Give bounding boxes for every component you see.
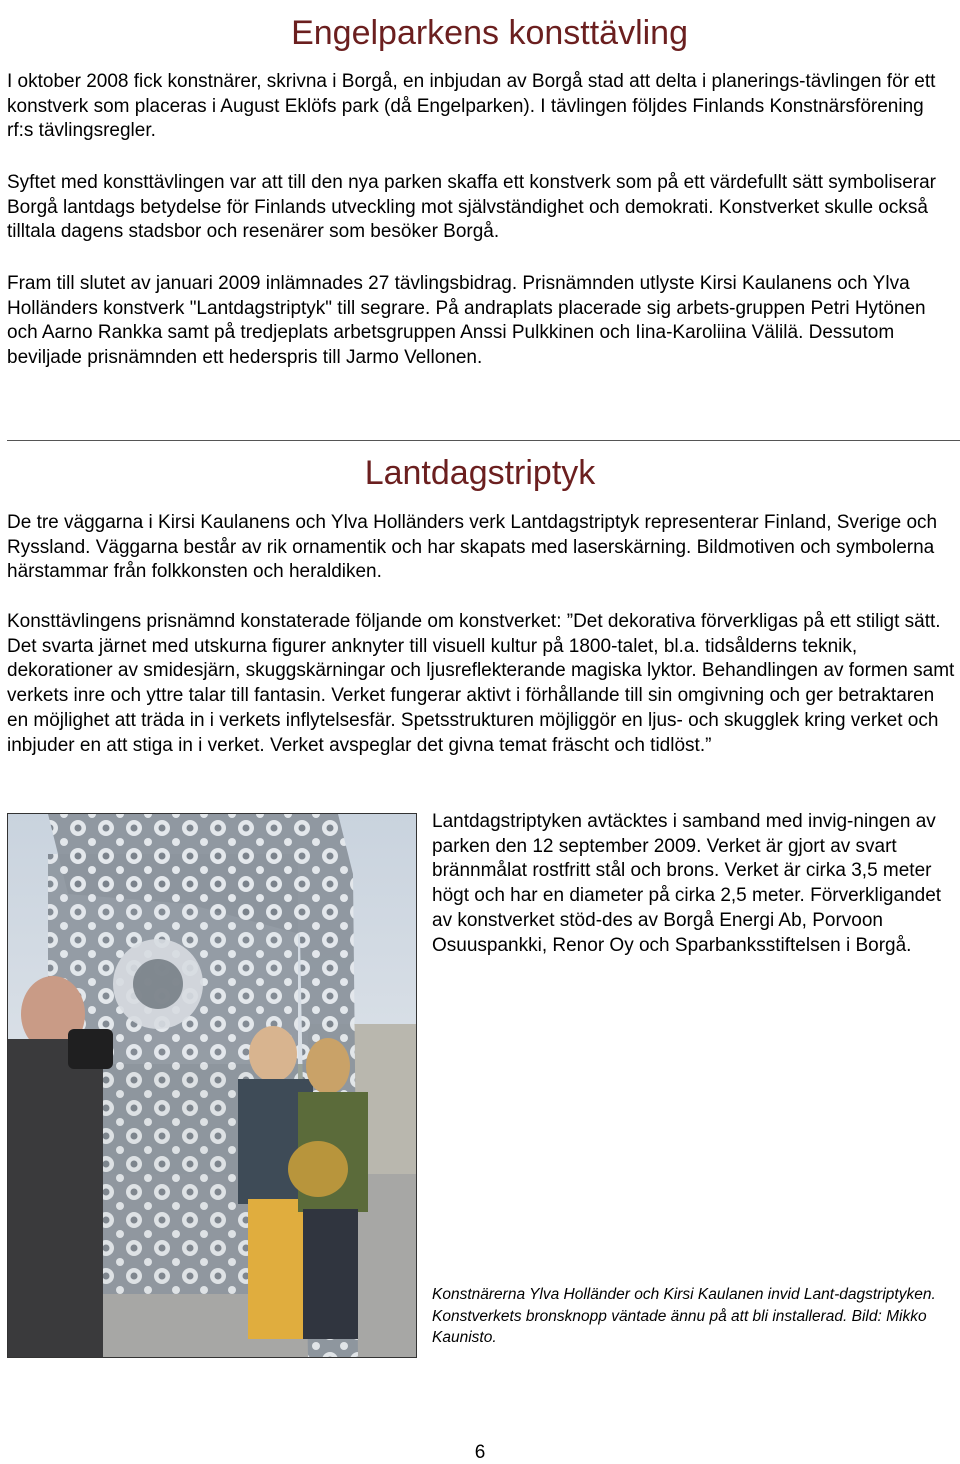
- purpose-paragraph: Syftet med konsttävlingen var att till den nya parken skaffa ett konstverk som på ett värdefullt sätt symboliserar Borgå lantdags betydelse för Finlands utveckling mot självständighet och demokrati. Konstverket skulle också tilltala dagens stadsbor och resenärer som besöker Borgå.: [7, 172, 936, 243]
- jury-statement-paragraph: Konsttävlingens prisnämnd konstaterade följande om konstverket: ”Det dekorativa förverkligas på ett stiligt sätt. Det svarta järnet med utskurna figurer anknyter till visuell kultur på 1800-talet, bl.a. tidsålderns teknik, dekorationer av smidesjärn, skuggskärningar och ljusreflekterande magiska lyktor. Behandlingen av formen samt verkets inre och yttre talar till fantasin. Verket fungerar aktivt i förhållande till sin omgivning och ger betraktaren en möjlighet att träda in i verkets inflytelsesfär. Spetsstrukturen möjliggör en ljus- och skugglek kring verket och inbjuder en att stiga in i verket. Verket avspeglar det givna temat fräscht och tidlöst.”: [7, 611, 955, 756]
- results-paragraph: Fram till slutet av januari 2009 inlämnades 27 tävlingsbidrag. Prisnämnden utlyste Kirsi Kaulanens och Ylva Holländers konstverk "Lantdagstriptyk" till segrare. På andraplats placerade sig arbets-gruppen Petri Hytönen och Aarno Rankka samt på tredjeplats arbetsgruppen Anssi Pulkkinen och Iina-Karoliina Välilä. Dessutom beviljade prisnämnden ett hederspris till Jarmo Vellonen.: [7, 273, 926, 369]
- artwork-photo: [7, 813, 417, 1358]
- unveiling-paragraph: Lantdagstriptyken avtäcktes i samband med invig-ningen av parken den 12 september 2009. Verket är gjort av svart brännmålat rostfritt stål och brons. Verket är cirka 3,5 meter högt och har en diameter på cirka 2,5 meter. Förverkligandet av konstverket stöd-des av Borgå Energi Ab, Porvoon Osuuspankki, Renor Oy och Sparbanksstiftelsen i Borgå.: [432, 811, 942, 956]
- artwork-title: Lantdagstriptyk: [364, 454, 596, 492]
- artwork-description-paragraph: De tre väggarna i Kirsi Kaulanens och Ylva Holländers verk Lantdagstriptyk representerar Finland, Sverige och Ryssland. Väggarna består av rik ornamentik och har skapats med laserskärning. Bildmotiven och symbolerna härstammar från folkkonsten och heraldiken.: [7, 512, 938, 583]
- section-title: Engelparkens konsttävling: [291, 14, 688, 52]
- intro-paragraph: I oktober 2008 fick konstnärer, skrivna i Borgå, en inbjudan av Borgå stad att delta i planerings-tävlingen för ett konstverk som placeras i August Eklöfs park (då Engelparken). I tävlingen följdes Finlands Konstnärsförening rf:s tävlingsregler.: [7, 71, 936, 142]
- page-number: 6: [474, 1442, 486, 1463]
- section-divider: [7, 440, 960, 441]
- photo-caption: Konstnärerna Ylva Holländer och Kirsi Kaulanen invid Lant-dagstriptyken. Konstverkets bronsknopp väntade ännu på att bli installerad. Bild: Mikko Kaunisto.: [432, 1286, 936, 1346]
